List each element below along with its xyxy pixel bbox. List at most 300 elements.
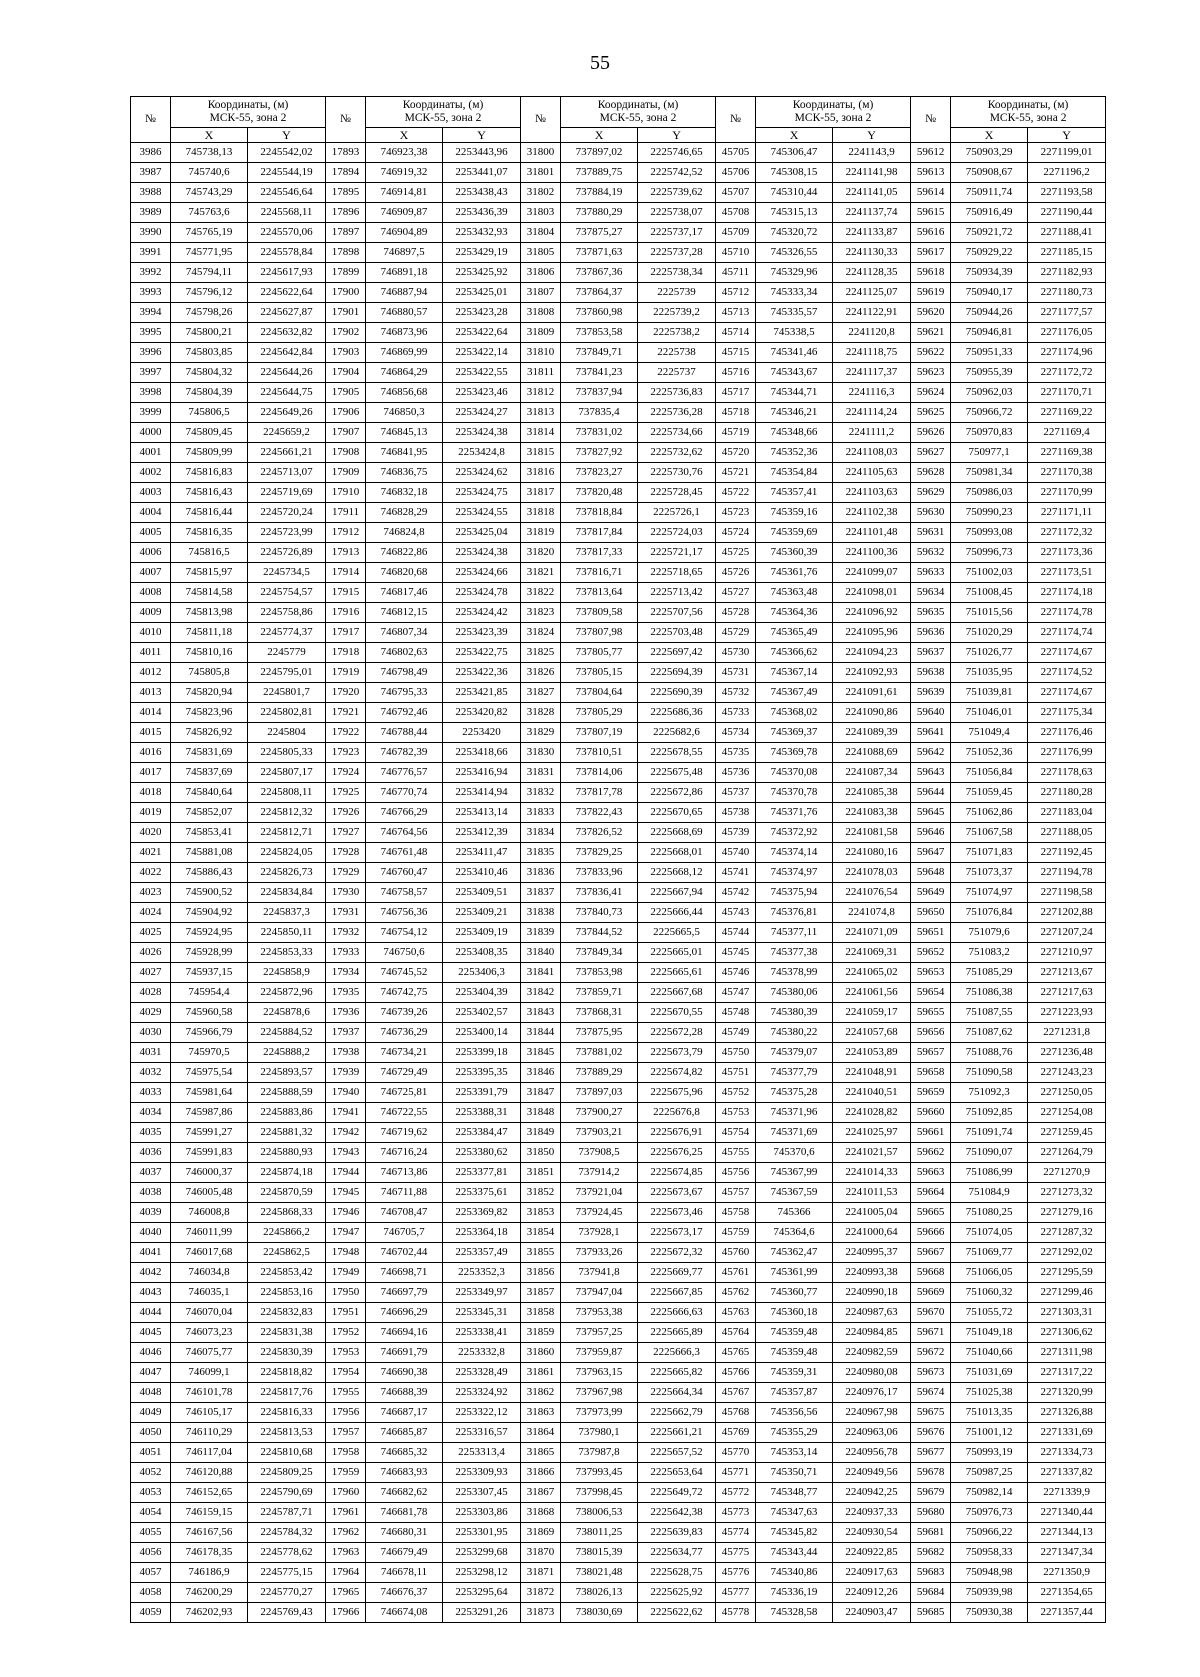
header-coordinates-units: Координаты, (м)	[597, 99, 679, 111]
x-value: 751079,6	[951, 923, 1028, 943]
point-number: 4031	[131, 1043, 171, 1063]
x-value: 745369,37	[756, 723, 833, 743]
x-value: 737835,4	[561, 403, 638, 423]
x-value: 737816,71	[561, 563, 638, 583]
point-number: 59680	[911, 1503, 951, 1523]
point-number: 31866	[521, 1463, 561, 1483]
point-number: 4029	[131, 1003, 171, 1023]
y-value: 2241053,89	[833, 1043, 911, 1063]
y-value: 2225703,48	[638, 623, 716, 643]
x-value: 745831,69	[171, 743, 248, 763]
point-number: 4044	[131, 1303, 171, 1323]
y-value: 2253313,4	[443, 1443, 521, 1463]
y-value: 2225666,44	[638, 903, 716, 923]
x-value: 751015,56	[951, 603, 1028, 623]
y-value: 2241080,16	[833, 843, 911, 863]
x-value: 746736,29	[366, 1023, 443, 1043]
x-value: 737807,98	[561, 623, 638, 643]
y-value: 2225697,42	[638, 643, 716, 663]
x-value: 751039,81	[951, 683, 1028, 703]
point-number: 4009	[131, 603, 171, 623]
x-value: 745840,64	[171, 783, 248, 803]
y-value: 2225726,1	[638, 503, 716, 523]
point-number: 4013	[131, 683, 171, 703]
point-number: 59682	[911, 1543, 951, 1563]
point-number: 31802	[521, 183, 561, 203]
y-value: 2253409,21	[443, 903, 521, 923]
y-value: 2225628,75	[638, 1563, 716, 1583]
header-x: X	[561, 128, 638, 143]
x-value: 746824,8	[366, 523, 443, 543]
y-value: 2240995,37	[833, 1243, 911, 1263]
point-number: 59646	[911, 823, 951, 843]
y-value: 2271198,58	[1028, 883, 1106, 903]
y-value: 2245769,43	[248, 1603, 326, 1623]
point-number: 59620	[911, 303, 951, 323]
x-value: 746075,77	[171, 1343, 248, 1363]
table-row	[131, 423, 1106, 443]
x-value: 746167,56	[171, 1523, 248, 1543]
y-value: 2253424,78	[443, 583, 521, 603]
y-value: 2271210,97	[1028, 943, 1106, 963]
point-number: 45722	[716, 483, 756, 503]
header-y: Y	[638, 128, 716, 143]
point-number: 45769	[716, 1423, 756, 1443]
x-value: 738015,39	[561, 1543, 638, 1563]
point-number: 45771	[716, 1463, 756, 1483]
point-number: 4000	[131, 423, 171, 443]
table-row	[131, 1363, 1106, 1383]
y-value: 2241005,04	[833, 1203, 911, 1223]
point-number: 31817	[521, 483, 561, 503]
y-value: 2245644,75	[248, 383, 326, 403]
x-value: 751076,84	[951, 903, 1028, 923]
y-value: 2271243,23	[1028, 1063, 1106, 1083]
x-value: 737967,98	[561, 1383, 638, 1403]
y-value: 2253395,35	[443, 1063, 521, 1083]
y-value: 2241065,02	[833, 963, 911, 983]
y-value: 2241048,91	[833, 1063, 911, 1083]
y-value: 2253399,18	[443, 1043, 521, 1063]
point-number: 59684	[911, 1583, 951, 1603]
x-value: 745380,39	[756, 1003, 833, 1023]
point-number: 45723	[716, 503, 756, 523]
x-value: 751055,72	[951, 1303, 1028, 1323]
x-value: 737849,34	[561, 943, 638, 963]
y-value: 2225673,46	[638, 1203, 716, 1223]
y-value: 2245622,64	[248, 283, 326, 303]
x-value: 746792,46	[366, 703, 443, 723]
point-number: 59634	[911, 583, 951, 603]
x-value: 745343,67	[756, 363, 833, 383]
point-number: 31851	[521, 1163, 561, 1183]
y-value: 2225670,55	[638, 1003, 716, 1023]
y-value: 2271350,9	[1028, 1563, 1106, 1583]
point-number: 17962	[326, 1523, 366, 1543]
y-value: 2245758,86	[248, 603, 326, 623]
y-value: 2271213,67	[1028, 963, 1106, 983]
point-number: 17917	[326, 623, 366, 643]
header-coordinates-units: Координаты, (м)	[207, 99, 289, 111]
y-value: 2271185,15	[1028, 243, 1106, 263]
point-number: 31872	[521, 1583, 561, 1603]
y-value: 2271354,65	[1028, 1583, 1106, 1603]
y-value: 2245853,16	[248, 1283, 326, 1303]
point-number: 17893	[326, 143, 366, 163]
x-value: 746682,62	[366, 1483, 443, 1503]
table-row	[131, 1343, 1106, 1363]
x-value: 737875,27	[561, 223, 638, 243]
x-value: 737837,94	[561, 383, 638, 403]
y-value: 2253364,18	[443, 1223, 521, 1243]
x-value: 745306,47	[756, 143, 833, 163]
point-number: 45774	[716, 1523, 756, 1543]
y-value: 2225694,39	[638, 663, 716, 683]
y-value: 2241103,63	[833, 483, 911, 503]
y-value: 2253402,57	[443, 1003, 521, 1023]
x-value: 750987,25	[951, 1463, 1028, 1483]
y-value: 2253432,93	[443, 223, 521, 243]
x-value: 750944,26	[951, 303, 1028, 323]
x-value: 737963,15	[561, 1363, 638, 1383]
point-number: 31818	[521, 503, 561, 523]
y-value: 2245834,84	[248, 883, 326, 903]
y-value: 2253422,36	[443, 663, 521, 683]
y-value: 2225673,67	[638, 1183, 716, 1203]
point-number: 17958	[326, 1443, 366, 1463]
point-number: 4023	[131, 883, 171, 903]
x-value: 745367,14	[756, 663, 833, 683]
point-number: 59612	[911, 143, 951, 163]
y-value: 2245808,11	[248, 783, 326, 803]
point-number: 45750	[716, 1043, 756, 1063]
y-value: 2271299,46	[1028, 1283, 1106, 1303]
y-value: 2225737	[638, 363, 716, 383]
point-number: 59666	[911, 1223, 951, 1243]
y-value: 2225686,36	[638, 703, 716, 723]
point-number: 45708	[716, 203, 756, 223]
point-number: 59625	[911, 403, 951, 423]
point-number: 45743	[716, 903, 756, 923]
point-number: 17908	[326, 443, 366, 463]
y-value: 2245659,2	[248, 423, 326, 443]
point-number: 59665	[911, 1203, 951, 1223]
point-number: 45761	[716, 1263, 756, 1283]
y-value: 2225622,62	[638, 1603, 716, 1623]
x-value: 746754,12	[366, 923, 443, 943]
point-number: 59629	[911, 483, 951, 503]
x-value: 745359,48	[756, 1323, 833, 1343]
x-value: 746687,17	[366, 1403, 443, 1423]
point-number: 45762	[716, 1283, 756, 1303]
y-value: 2225668,01	[638, 843, 716, 863]
point-number: 4032	[131, 1063, 171, 1083]
point-number: 4005	[131, 523, 171, 543]
header-x: X	[171, 128, 248, 143]
point-number: 59654	[911, 983, 951, 1003]
point-number: 59668	[911, 1263, 951, 1283]
y-value: 2241088,69	[833, 743, 911, 763]
point-number: 59616	[911, 223, 951, 243]
point-number: 17939	[326, 1063, 366, 1083]
point-number: 17952	[326, 1323, 366, 1343]
point-number: 59636	[911, 623, 951, 643]
table-row	[131, 1263, 1106, 1283]
x-value: 745347,63	[756, 1503, 833, 1523]
y-value: 2245817,76	[248, 1383, 326, 1403]
x-value: 745326,55	[756, 243, 833, 263]
x-value: 745333,34	[756, 283, 833, 303]
y-value: 2245881,32	[248, 1123, 326, 1143]
x-value: 746683,93	[366, 1463, 443, 1483]
point-number: 3991	[131, 243, 171, 263]
x-value: 750951,33	[951, 343, 1028, 363]
y-value: 2245770,27	[248, 1583, 326, 1603]
point-number: 31848	[521, 1103, 561, 1123]
y-value: 2225665,61	[638, 963, 716, 983]
x-value: 737849,71	[561, 343, 638, 363]
point-number: 31807	[521, 283, 561, 303]
x-value: 745900,52	[171, 883, 248, 903]
y-value: 2271279,16	[1028, 1203, 1106, 1223]
y-value: 2253307,45	[443, 1483, 521, 1503]
x-value: 737903,21	[561, 1123, 638, 1143]
point-number: 17936	[326, 1003, 366, 1023]
x-value: 745809,45	[171, 423, 248, 443]
table-row	[131, 1403, 1106, 1423]
x-value: 738006,53	[561, 1503, 638, 1523]
y-value: 2245754,57	[248, 583, 326, 603]
x-value: 746690,38	[366, 1363, 443, 1383]
point-number: 59619	[911, 283, 951, 303]
point-number: 45763	[716, 1303, 756, 1323]
x-value: 746850,3	[366, 403, 443, 423]
table-row	[131, 1203, 1106, 1223]
x-value: 746008,8	[171, 1203, 248, 1223]
point-number: 59644	[911, 783, 951, 803]
y-value: 2271174,67	[1028, 643, 1106, 663]
x-value: 746822,86	[366, 543, 443, 563]
x-value: 745771,95	[171, 243, 248, 263]
x-value: 751031,69	[951, 1363, 1028, 1383]
point-number: 59631	[911, 523, 951, 543]
y-value: 2253384,47	[443, 1123, 521, 1143]
y-value: 2241098,01	[833, 583, 911, 603]
x-value: 745798,26	[171, 303, 248, 323]
x-value: 745338,5	[756, 323, 833, 343]
y-value: 2245713,07	[248, 463, 326, 483]
x-value: 745804,39	[171, 383, 248, 403]
x-value: 750921,72	[951, 223, 1028, 243]
point-number: 4053	[131, 1483, 171, 1503]
x-value: 746716,24	[366, 1143, 443, 1163]
point-number: 31820	[521, 543, 561, 563]
x-value: 751013,35	[951, 1403, 1028, 1423]
x-value: 745981,64	[171, 1083, 248, 1103]
y-value: 2271172,32	[1028, 523, 1106, 543]
y-value: 2271174,52	[1028, 663, 1106, 683]
y-value: 2271169,4	[1028, 423, 1106, 443]
header-coordinates-units: Координаты, (м)	[987, 99, 1069, 111]
header-coordinate-system: МСК-55, зона 2	[404, 112, 482, 124]
point-number: 59622	[911, 343, 951, 363]
y-value: 2271173,51	[1028, 563, 1106, 583]
y-value: 2253424,8	[443, 443, 521, 463]
y-value: 2271223,93	[1028, 1003, 1106, 1023]
point-number: 45727	[716, 583, 756, 603]
x-value: 746770,74	[366, 783, 443, 803]
point-number: 31821	[521, 563, 561, 583]
point-number: 45714	[716, 323, 756, 343]
x-value: 746904,89	[366, 223, 443, 243]
x-value: 745336,19	[756, 1583, 833, 1603]
point-number: 31844	[521, 1023, 561, 1043]
y-value: 2245884,52	[248, 1023, 326, 1043]
x-value: 745975,54	[171, 1063, 248, 1083]
y-value: 2271174,78	[1028, 603, 1106, 623]
point-number: 4007	[131, 563, 171, 583]
point-number: 45710	[716, 243, 756, 263]
x-value: 737817,84	[561, 523, 638, 543]
y-value: 2253349,97	[443, 1283, 521, 1303]
y-value: 2241076,54	[833, 883, 911, 903]
x-value: 751049,4	[951, 723, 1028, 743]
y-value: 2245802,81	[248, 703, 326, 723]
y-value: 2253391,79	[443, 1083, 521, 1103]
x-value: 745820,94	[171, 683, 248, 703]
x-value: 746923,38	[366, 143, 443, 163]
point-number: 45713	[716, 303, 756, 323]
y-value: 2271196,2	[1028, 163, 1106, 183]
y-value: 2225728,45	[638, 483, 716, 503]
y-value: 2225672,86	[638, 783, 716, 803]
point-number: 59661	[911, 1123, 951, 1143]
point-number: 4020	[131, 823, 171, 843]
point-number: 45737	[716, 783, 756, 803]
y-value: 2245883,86	[248, 1103, 326, 1123]
y-value: 2271207,24	[1028, 923, 1106, 943]
x-value: 746807,34	[366, 623, 443, 643]
x-value: 745328,58	[756, 1603, 833, 1623]
x-value: 737947,04	[561, 1283, 638, 1303]
y-value: 2241111,2	[833, 423, 911, 443]
point-number: 31868	[521, 1503, 561, 1523]
table-row	[131, 1283, 1106, 1303]
y-value: 2271270,9	[1028, 1163, 1106, 1183]
point-number: 4008	[131, 583, 171, 603]
x-value: 750916,49	[951, 203, 1028, 223]
y-value: 2225678,55	[638, 743, 716, 763]
point-number: 59657	[911, 1043, 951, 1063]
point-number: 17965	[326, 1583, 366, 1603]
y-value: 2245888,59	[248, 1083, 326, 1103]
x-value: 737831,02	[561, 423, 638, 443]
point-number: 45725	[716, 543, 756, 563]
point-number: 17923	[326, 743, 366, 763]
point-number: 4027	[131, 963, 171, 983]
table-row	[131, 1383, 1106, 1403]
point-number: 59624	[911, 383, 951, 403]
y-value: 2241000,64	[833, 1223, 911, 1243]
table-row	[131, 683, 1106, 703]
point-number: 31852	[521, 1183, 561, 1203]
x-value: 737853,98	[561, 963, 638, 983]
x-value: 750962,03	[951, 383, 1028, 403]
point-number: 45740	[716, 843, 756, 863]
x-value: 751046,01	[951, 703, 1028, 723]
y-value: 2271199,01	[1028, 143, 1106, 163]
x-value: 746711,88	[366, 1183, 443, 1203]
x-value: 745970,5	[171, 1043, 248, 1063]
x-value: 750934,39	[951, 263, 1028, 283]
x-value: 737805,29	[561, 703, 638, 723]
x-value: 751074,05	[951, 1223, 1028, 1243]
y-value: 2241102,38	[833, 503, 911, 523]
point-number: 59637	[911, 643, 951, 663]
point-number: 59658	[911, 1063, 951, 1083]
point-number: 17963	[326, 1543, 366, 1563]
point-number: 45745	[716, 943, 756, 963]
x-value: 746035,1	[171, 1283, 248, 1303]
y-value: 2245850,11	[248, 923, 326, 943]
y-value: 2253309,93	[443, 1463, 521, 1483]
x-value: 746702,44	[366, 1243, 443, 1263]
y-value: 2225690,39	[638, 683, 716, 703]
y-value: 2271194,78	[1028, 863, 1106, 883]
point-number: 59615	[911, 203, 951, 223]
point-number: 4006	[131, 543, 171, 563]
y-value: 2245893,57	[248, 1063, 326, 1083]
y-value: 2271177,57	[1028, 303, 1106, 323]
y-value: 2241092,93	[833, 663, 911, 683]
point-number: 31870	[521, 1543, 561, 1563]
y-value: 2245779	[248, 643, 326, 663]
y-value: 2245578,84	[248, 243, 326, 263]
x-value: 745826,92	[171, 723, 248, 743]
x-value: 746676,37	[366, 1583, 443, 1603]
header-y: Y	[443, 128, 521, 143]
table-row	[131, 523, 1106, 543]
x-value: 746070,04	[171, 1303, 248, 1323]
table-row	[131, 883, 1106, 903]
y-value: 2271331,69	[1028, 1423, 1106, 1443]
point-number: 45720	[716, 443, 756, 463]
x-value: 751080,25	[951, 1203, 1028, 1223]
point-number: 45738	[716, 803, 756, 823]
y-value: 2271170,38	[1028, 463, 1106, 483]
point-number: 31857	[521, 1283, 561, 1303]
point-number: 17964	[326, 1563, 366, 1583]
y-value: 2245826,73	[248, 863, 326, 883]
point-number: 17956	[326, 1403, 366, 1423]
table-row	[131, 923, 1106, 943]
point-number: 45739	[716, 823, 756, 843]
y-value: 2245734,5	[248, 563, 326, 583]
y-value: 2241069,31	[833, 943, 911, 963]
y-value: 2245809,25	[248, 1463, 326, 1483]
point-number: 4022	[131, 863, 171, 883]
x-value: 745366,62	[756, 643, 833, 663]
y-value: 2253328,49	[443, 1363, 521, 1383]
point-number: 4001	[131, 443, 171, 463]
point-number: 31801	[521, 163, 561, 183]
x-value: 737810,51	[561, 743, 638, 763]
y-value: 2271176,46	[1028, 723, 1106, 743]
table-row	[131, 1103, 1106, 1123]
y-value: 2253388,31	[443, 1103, 521, 1123]
y-value: 2271174,96	[1028, 343, 1106, 363]
x-value: 751059,45	[951, 783, 1028, 803]
